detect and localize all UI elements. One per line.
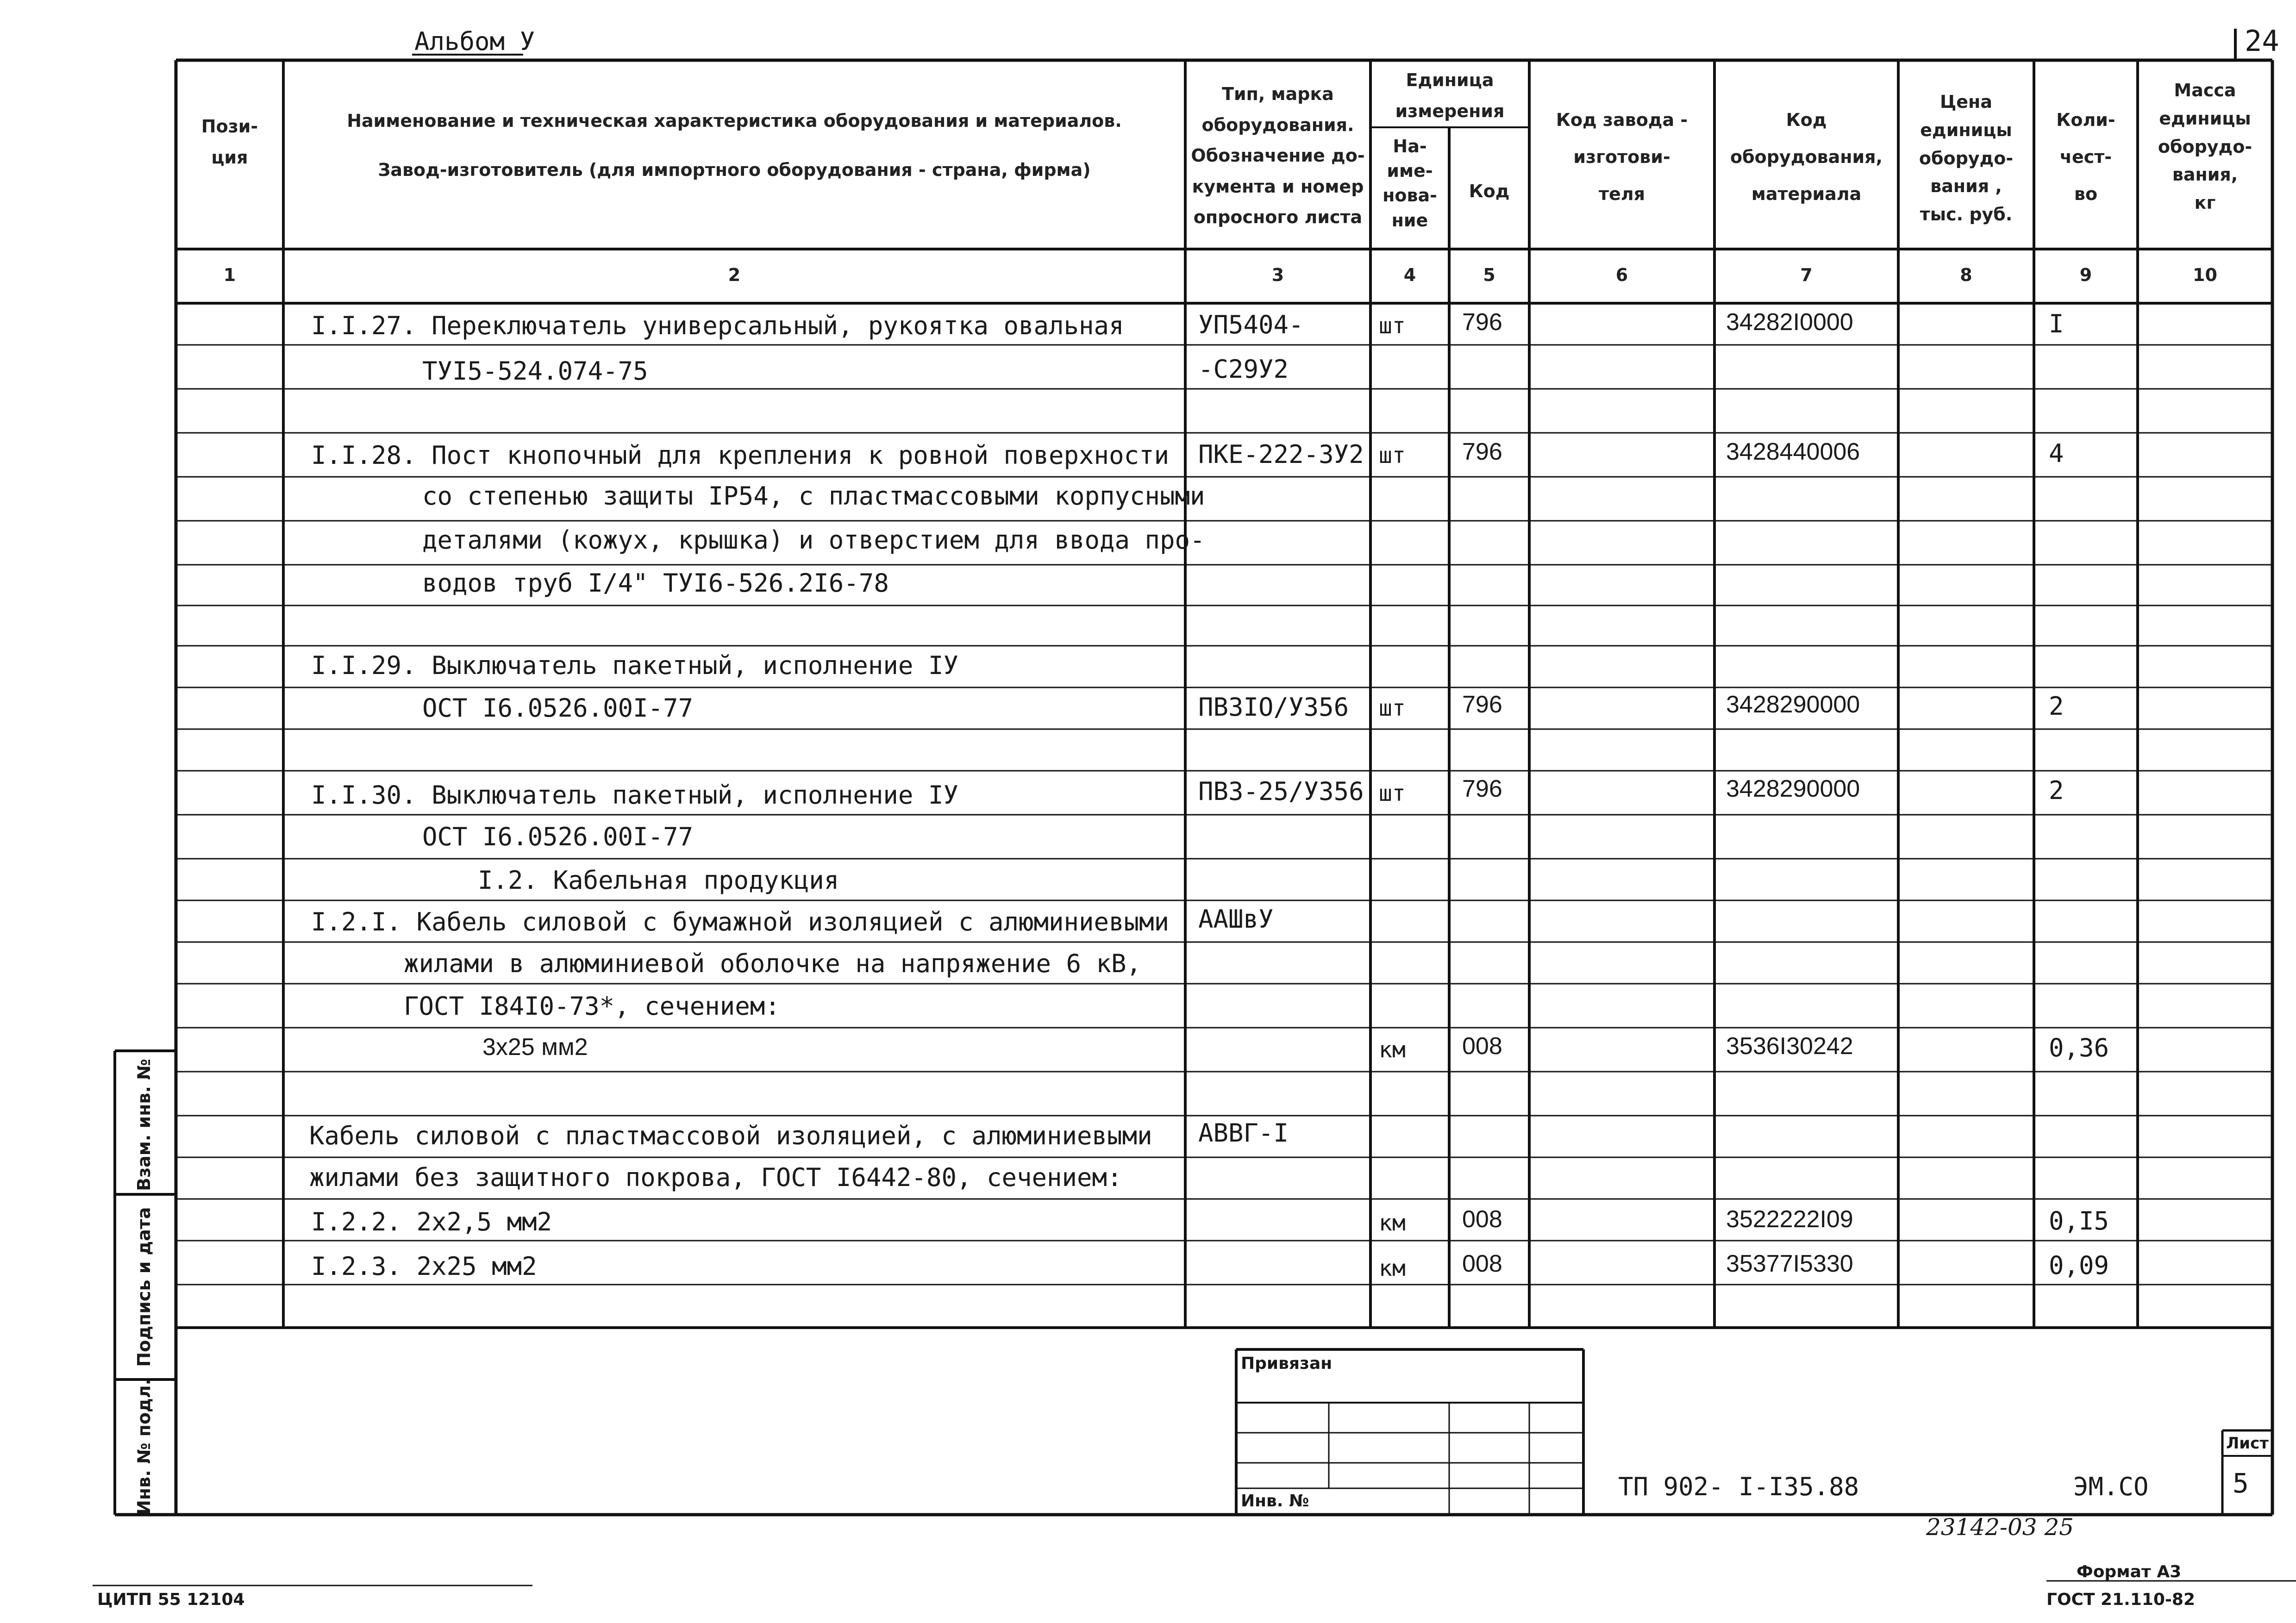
- row-name: Кабель силовой с пластмассовой изоляцией, с алюминиевыми: [309, 1121, 1152, 1150]
- row-name: деталями (кожух, крышка) и отверстием для ввода про-: [422, 525, 1205, 555]
- column-number: 2: [728, 265, 741, 285]
- row-unit-code: 796: [1462, 775, 1502, 802]
- gost-label: ГОСТ 21.110-82: [2046, 1590, 2196, 1609]
- column-number: 8: [1960, 265, 1972, 285]
- stamp-sign-date: Подпись и дата: [134, 1207, 154, 1367]
- sheet-number: 5: [2233, 1467, 2249, 1499]
- row-name: ГОСТ I84I0-73*, сечением:: [404, 992, 780, 1021]
- row-quantity: 0,09: [2049, 1251, 2109, 1280]
- row-unit: шт: [1379, 780, 1406, 806]
- row-type: УП5404-: [1198, 310, 1304, 339]
- row-type: ПВЗ-25/У356: [1198, 777, 1364, 806]
- row-unit: км: [1379, 1255, 1406, 1281]
- column-number: 7: [1800, 265, 1813, 285]
- row-material-code: 35377I5330: [1726, 1250, 1853, 1277]
- header-unit: Единица измерения: [1395, 70, 1505, 121]
- row-name: I.I.27. Переключатель универсальный, рукоятка овальная: [311, 311, 1124, 340]
- stamp-inv-podl: Инв. № подл.: [134, 1378, 154, 1515]
- row-name: жилами в алюминиевой оболочке на напряжение 6 кВ,: [404, 949, 1142, 978]
- row-name: ТУI5-524.074-75: [422, 356, 648, 386]
- row-material-code: 3522222I09: [1726, 1206, 1853, 1233]
- document-code: ТП 902- I-I35.88: [1618, 1472, 1859, 1501]
- header-name-line2: Завод-изготовитель (для импортного оборудования - страна, фирма): [378, 160, 1091, 180]
- header-position: Пози- ция: [201, 116, 258, 168]
- row-quantity: 0,36: [2049, 1033, 2109, 1062]
- row-name: I.I.30. Выключатель пакетный, исполнение IУ: [311, 780, 958, 810]
- row-material-code: 3428440006: [1726, 438, 1860, 465]
- title-inv-no: Инв. №: [1241, 1492, 1309, 1511]
- header-mass: Масса единицы оборудо- вания, кг: [2158, 80, 2252, 213]
- header-material-code: Код оборудования, материала: [1730, 110, 1883, 204]
- row-unit-code: 008: [1462, 1206, 1502, 1233]
- column-number: 1: [223, 265, 236, 285]
- row-type: ПКЕ-222-3У2: [1198, 440, 1364, 469]
- row-material-code: 3428290000: [1726, 691, 1860, 718]
- row-unit-code: 008: [1462, 1033, 1502, 1060]
- header-unit-name: На- име- нова- ние: [1383, 136, 1437, 231]
- section-code: ЭМ.СО: [2073, 1472, 2149, 1501]
- title-bound-to: Привязан: [1241, 1354, 1333, 1373]
- row-unit: км: [1379, 1210, 1406, 1236]
- row-name: I.I.29. Выключатель пакетный, исполнение IУ: [311, 651, 958, 680]
- stamp-replaced-inv: Взам. инв. №: [134, 1059, 154, 1191]
- row-name: I.2.I. Кабель силовой с бумажной изоляцией с алюминиевыми: [311, 907, 1170, 936]
- column-number: 5: [1483, 265, 1495, 285]
- row-unit-code: 796: [1462, 438, 1502, 465]
- row-unit-code: 796: [1462, 691, 1502, 718]
- row-unit: шт: [1379, 695, 1406, 721]
- row-unit: км: [1379, 1037, 1406, 1063]
- row-type: АВВГ-I: [1198, 1118, 1289, 1148]
- row-material-code: 3428290000: [1726, 775, 1860, 802]
- header-quantity: Коли- чест- во: [2056, 110, 2115, 204]
- handwritten-number: 23142-03 25: [1926, 1514, 2074, 1541]
- header-unit-code: Код: [1469, 181, 1510, 201]
- header-type: Тип, марка оборудования. Обозначение до- кумента и номер опросного листа: [1191, 84, 1365, 227]
- row-name: жилами без защитного покрова, ГОСТ I6442-80, сечением:: [309, 1163, 1122, 1192]
- row-material-code: 3536I30242: [1726, 1033, 1853, 1060]
- sheet-label: Лист: [2226, 1434, 2269, 1453]
- row-unit: шт: [1379, 443, 1406, 468]
- row-quantity: 2: [2049, 692, 2064, 721]
- row-unit: шт: [1379, 313, 1406, 339]
- section-heading: I.2. Кабельная продукция: [478, 866, 839, 895]
- page-number: 24: [2245, 24, 2279, 58]
- row-unit-code: 008: [1462, 1250, 1502, 1277]
- row-name: I.I.28. Пост кнопочный для крепления к ровной поверхности: [311, 441, 1170, 470]
- row-name: 3х25 мм2: [482, 1034, 588, 1061]
- printer-label: ЦИТП 55 12104: [97, 1590, 245, 1609]
- row-type: ПВЗIО/У356: [1198, 693, 1349, 722]
- header-price: Цена единицы оборудо- вания , тыс. руб.: [1919, 92, 2014, 225]
- format-label: Формат А3: [2077, 1562, 2182, 1581]
- header-name-line1: Наименование и техническая характеристика оборудования и материалов.: [347, 111, 1122, 131]
- row-name: I.2.2. 2х2,5 мм2: [311, 1207, 552, 1236]
- column-number: 9: [2079, 265, 2092, 285]
- row-name: со степенью защиты IP54, с пластмассовыми корпусными: [422, 481, 1205, 511]
- row-material-code: 34282I0000: [1726, 309, 1853, 336]
- column-number: 4: [1403, 265, 1416, 285]
- row-quantity: 0,I5: [2049, 1206, 2109, 1236]
- column-number: 6: [1615, 265, 1628, 285]
- header-factory-code: Код завода - изготови- теля: [1556, 110, 1688, 204]
- row-unit-code: 796: [1462, 309, 1502, 336]
- column-number: 10: [2193, 265, 2217, 285]
- row-quantity: 4: [2049, 439, 2064, 468]
- row-type: ААШвУ: [1198, 905, 1274, 934]
- row-name: ОСТ I6.0526.00I-77: [422, 693, 694, 723]
- album-label: Альбом У: [414, 27, 535, 56]
- row-quantity: I: [2049, 309, 2064, 338]
- row-name: ОСТ I6.0526.00I-77: [422, 822, 694, 851]
- column-number: 3: [1271, 265, 1284, 285]
- row-name: водов труб I/4" ТУI6-526.2I6-78: [422, 568, 889, 598]
- row-type: -С29У2: [1198, 355, 1289, 384]
- row-quantity: 2: [2049, 776, 2064, 805]
- row-name: I.2.3. 2х25 мм2: [311, 1252, 537, 1281]
